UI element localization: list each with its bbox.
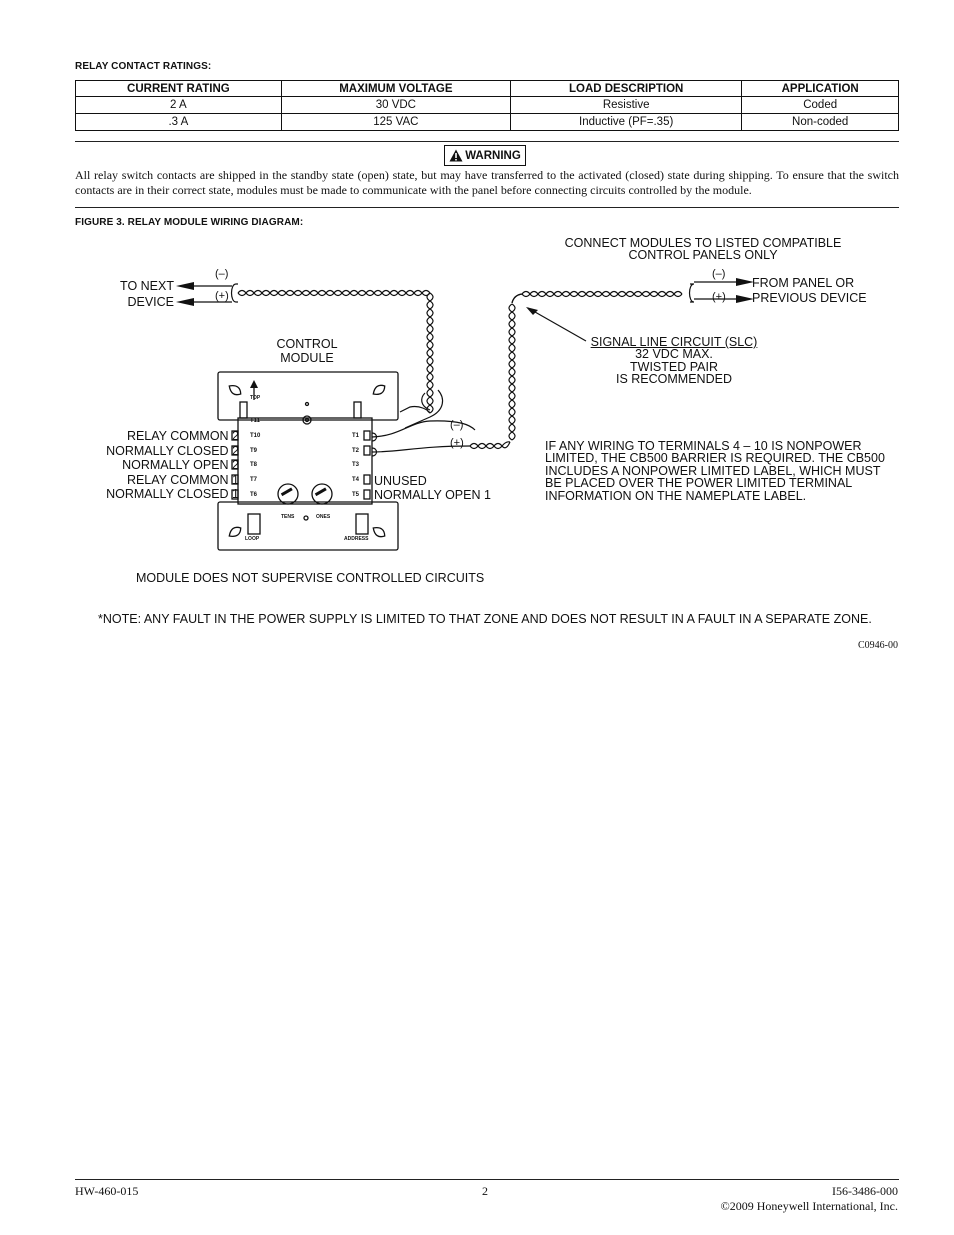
column-header: LOAD DESCRIPTION [510, 81, 741, 97]
footer-part-number: I56-3486-000 [832, 1184, 898, 1198]
connect-note-line2: CONTROL PANELS ONLY [628, 248, 778, 262]
footer-divider [75, 1179, 899, 1180]
terminal-id: T11 [250, 418, 261, 424]
terminal-label: NORMALLY OPEN 2 [122, 458, 239, 472]
footer-copyright: ©2009 Honeywell International, Inc. [720, 1199, 898, 1213]
control-module-label: CONTROL [276, 337, 338, 351]
minus-label: (–) [450, 419, 464, 431]
plus-label: (+) [712, 291, 726, 303]
ratings-heading: RELAY CONTACT RATINGS: [75, 61, 212, 72]
tens-label: TENS [281, 514, 295, 520]
address-label: ADDRESS [344, 536, 369, 542]
table-cell: Coded [742, 97, 899, 114]
terminal-id: T10 [250, 433, 261, 439]
terminal-label: NORMALLY CLOSED 2 [106, 444, 239, 458]
barrier-note-line: INCLUDES A NONPOWER LIMITED LABEL, WHICH MUST [545, 464, 881, 478]
control-module-drawing [218, 372, 398, 550]
table-cell: 125 VAC [281, 114, 510, 131]
table-cell: 30 VDC [281, 97, 510, 114]
top-label: TOP [250, 395, 261, 401]
page-number: 2 [482, 1184, 488, 1198]
supervise-note: MODULE DOES NOT SUPERVISE CONTROLLED CIRCUITS [136, 571, 485, 585]
slc-voltage: 32 VDC MAX. [635, 347, 713, 361]
loop-label: LOOP [245, 536, 260, 542]
barrier-note-line: LIMITED, THE CB500 BARRIER IS REQUIRED. THE CB500 [545, 451, 885, 465]
figure-code: C0946-00 [858, 640, 898, 651]
terminal-label: NORMALLY CLOSED 1 [106, 487, 239, 501]
slc-recommended: IS RECOMMENDED [616, 372, 732, 386]
normally-open-1-label: NORMALLY OPEN 1 [374, 488, 491, 502]
terminal-id: T8 [250, 462, 258, 468]
table-cell: Resistive [510, 97, 741, 114]
connect-note-line1: CONNECT MODULES TO LISTED COMPATIBLE [564, 236, 842, 250]
terminal-id: T7 [250, 477, 258, 483]
figure-heading: FIGURE 3. RELAY MODULE WIRING DIAGRAM: [75, 217, 304, 228]
slc-title: SIGNAL LINE CIRCUIT (SLC) [590, 335, 758, 349]
footer-doc-id: HW-460-015 [75, 1184, 139, 1198]
previous-device-label: PREVIOUS DEVICE [752, 291, 867, 305]
unused-label: UNUSED [374, 474, 427, 488]
terminal-label: RELAY COMMON 2 [126, 429, 239, 443]
warning-label: WARNING [465, 149, 521, 162]
terminal-id: T4 [352, 477, 360, 483]
terminal-id: T1 [352, 433, 360, 439]
from-panel-label: FROM PANEL OR [752, 276, 855, 290]
column-header: MAXIMUM VOLTAGE [281, 81, 510, 97]
table-cell: Inductive (PF=.35) [510, 114, 741, 131]
plus-label: (+) [215, 290, 229, 302]
plus-label: (+) [450, 437, 464, 449]
fault-note: *NOTE: ANY FAULT IN THE POWER SUPPLY IS LIMITED TO THAT ZONE AND DOES NOT RESULT IN A FAULT IN A SEPARATE ZONE. [98, 612, 872, 626]
terminal-id: T6 [250, 492, 258, 498]
column-header: CURRENT RATING [76, 81, 282, 97]
column-header: APPLICATION [742, 81, 899, 97]
terminal-id: T3 [352, 462, 360, 468]
warning-text: All relay switch contacts are shipped in the standby state (open) state, but may have transferred to the activated (closed) state during shipping. To ensure that the switch contacts are in their correct state, modules must be made to communicate with the panel before connecting circuits controlled by the module. [75, 168, 899, 197]
to-next-device-label: DEVICE [127, 295, 174, 309]
table-cell: .3 A [76, 114, 282, 131]
minus-label: (–) [712, 268, 726, 280]
ones-label: ONES [316, 514, 331, 520]
table-cell: Non-coded [742, 114, 899, 131]
barrier-note-line: INFORMATION ON THE NAMEPLATE LABEL. [545, 489, 807, 503]
barrier-note-line: IF ANY WIRING TO TERMINALS 4 – 10 IS NONPOWER [545, 439, 862, 453]
slc-twisted: TWISTED PAIR [630, 360, 718, 374]
to-next-label: TO NEXT [120, 279, 174, 293]
terminal-id: T2 [352, 448, 360, 454]
barrier-note-line: BE PLACED OVER THE POWER LIMITED TERMINAL [545, 476, 853, 490]
terminal-id: T9 [250, 448, 258, 454]
control-module-label-2: MODULE [280, 351, 334, 365]
terminal-label: RELAY COMMON 1 [126, 473, 239, 487]
table-cell: 2 A [76, 97, 282, 114]
terminal-id: T5 [352, 492, 360, 498]
minus-label: (–) [215, 268, 229, 280]
